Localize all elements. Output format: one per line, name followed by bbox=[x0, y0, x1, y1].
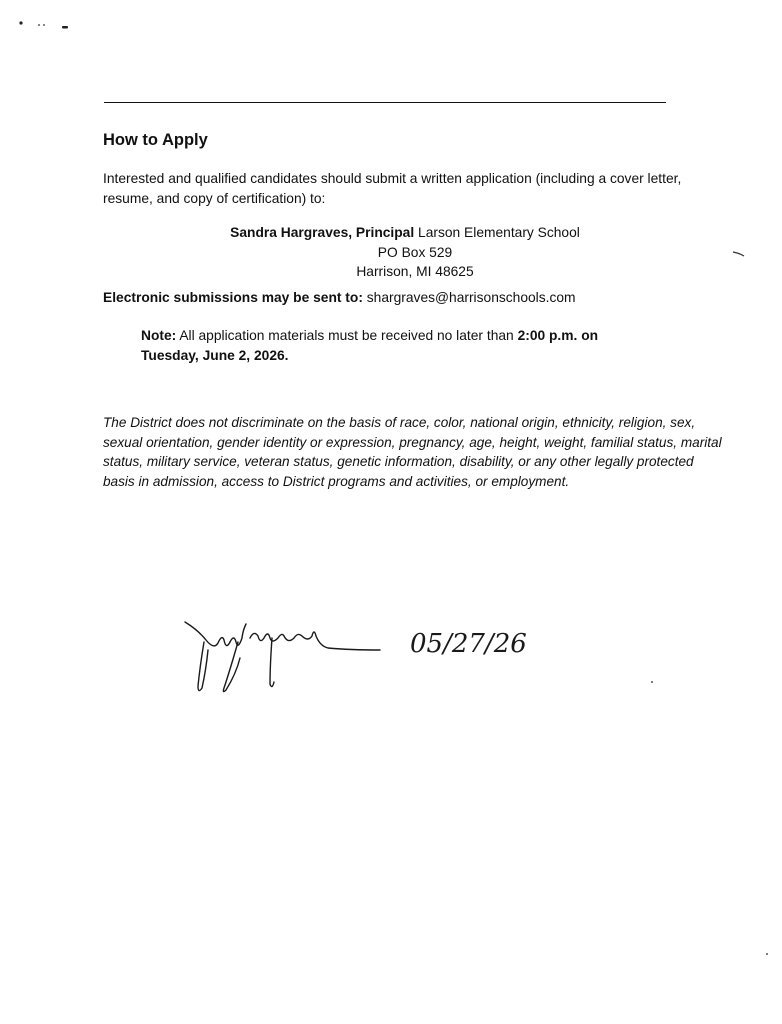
po-box: PO Box 529 bbox=[377, 244, 453, 260]
scan-dot bbox=[651, 681, 653, 683]
nondiscrimination-statement: The District does not discriminate on the basis of race, color, national origin, ethnicity, religion, sex, sexual orientation, gender identity or expression, pregnancy, age, height, weight, familial status, marital status, military service, veteran status, genetic information, disability, or any other legally protected basis in admission, access to District programs and activities, or employment. bbox=[103, 415, 722, 489]
scan-dot bbox=[766, 953, 768, 955]
scan-specks bbox=[18, 18, 78, 34]
email-address: shargraves@harrisonschools.com bbox=[366, 290, 576, 305]
intro-paragraph: Interested and qualified candidates should submit a written application (including a cover letter, resume, and copy of certification) to: bbox=[103, 171, 682, 206]
electronic-submission bbox=[103, 290, 576, 305]
deadline-time: 2:00 p.m. on bbox=[517, 328, 599, 343]
mailing-address bbox=[0, 223, 782, 282]
address-line-1 bbox=[14, 223, 782, 243]
section-heading: How to Apply bbox=[103, 131, 208, 149]
handwritten-signature bbox=[180, 610, 550, 700]
note-text: All application materials must be received no later than bbox=[179, 328, 514, 343]
recipient-name: Sandra Hargraves, Principal bbox=[230, 225, 415, 240]
header-rule bbox=[104, 102, 666, 103]
signature-date: 05/27/26 bbox=[410, 629, 527, 659]
electronic-label: Electronic submissions may be sent to: bbox=[103, 290, 363, 305]
deadline-date: Tuesday, June 2, 2026. bbox=[141, 347, 289, 363]
deadline-note bbox=[141, 326, 661, 365]
city-state-zip: Harrison, MI 48625 bbox=[356, 264, 474, 279]
school-name: Larson Elementary School bbox=[418, 225, 580, 240]
note-label: Note: bbox=[141, 328, 177, 343]
margin-mark bbox=[732, 250, 746, 258]
